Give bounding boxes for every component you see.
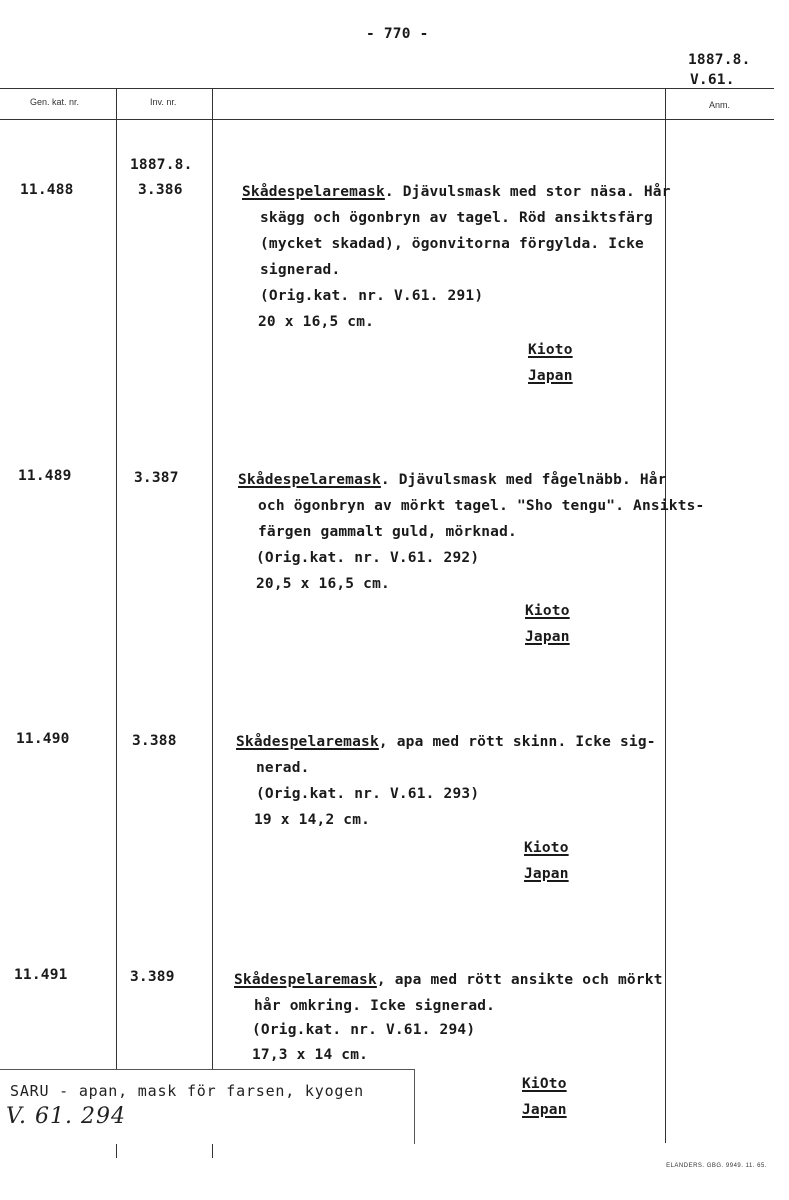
entry-description-line — [236, 734, 656, 750]
entry-description-line — [238, 472, 667, 488]
pasted-note-slip — [0, 1069, 415, 1144]
entry-place: Kioto — [524, 840, 569, 856]
entry-description-line — [234, 972, 663, 988]
entry-description-line: nerad. — [256, 760, 310, 776]
entry-title: Skådespelaremask — [234, 972, 377, 988]
entry-country: Japan — [524, 866, 569, 882]
inventory-group-label: 1887.8. — [130, 157, 193, 173]
catalog-ref-year: 1887.8. — [688, 52, 751, 68]
entry-gen-number: 11.489 — [18, 468, 72, 484]
entry-dimensions: 17,3 x 14 cm. — [252, 1047, 369, 1063]
entry-description-line: (mycket skadad), ögonvitorna förgylda. Icke — [260, 236, 644, 252]
entry-place: Kioto — [525, 603, 570, 619]
entry-place: Kioto — [528, 342, 573, 358]
entry-country: Japan — [528, 368, 573, 384]
column-rule-gen-inv — [116, 88, 117, 1158]
entry-description-rest: , apa med rött ansikte och mörkt — [376, 972, 663, 988]
entry-title: Skådespelaremask — [242, 184, 385, 200]
entry-inv-number: 3.386 — [138, 182, 183, 198]
column-rule-inv-desc — [212, 88, 213, 1158]
entry-gen-number: 11.488 — [20, 182, 74, 198]
entry-description-line: färgen gammalt guld, mörknad. — [258, 524, 517, 540]
entry-title: Skådespelaremask — [238, 472, 381, 488]
printer-imprint: ELANDERS. GBG. 9949. 11. 65. — [666, 1163, 767, 1169]
entry-country: Japan — [522, 1102, 567, 1118]
entry-description-line: och ögonbryn av mörkt tagel. "Sho tengu". Ansikts- — [258, 498, 705, 514]
entry-country: Japan — [525, 629, 570, 645]
note-typed-text: SARU - apan, mask för farsen, kyogen — [10, 1082, 364, 1100]
entry-place: KiOto — [522, 1076, 567, 1092]
entry-gen-number: 11.491 — [14, 967, 68, 983]
entry-dimensions: 20,5 x 16,5 cm. — [256, 576, 390, 592]
entry-description-line — [242, 184, 671, 200]
note-handwritten-ref: V. 61. 294 — [6, 1104, 126, 1129]
entry-description-rest: , apa med rött skinn. Icke sig- — [378, 734, 656, 750]
column-header-anm: Anm. — [709, 100, 731, 110]
entry-inv-number: 3.389 — [130, 969, 175, 985]
entry-description-line: skägg och ögonbryn av tagel. Röd ansiktsfärg — [260, 210, 653, 226]
entry-original-catalog-ref: (Orig.kat. nr. V.61. 292) — [256, 550, 480, 566]
entry-original-catalog-ref: (Orig.kat. nr. V.61. 294) — [252, 1022, 476, 1038]
column-header-gen-kat-nr: Gen. kat. nr. — [30, 97, 80, 107]
entry-inv-number: 3.388 — [132, 733, 177, 749]
entry-description-line: signerad. — [260, 262, 341, 278]
column-header-inv-nr: Inv. nr. — [150, 97, 177, 107]
column-rule-desc-anm — [665, 88, 666, 1143]
entry-original-catalog-ref: (Orig.kat. nr. V.61. 293) — [256, 786, 480, 802]
entry-dimensions: 20 x 16,5 cm. — [258, 314, 375, 330]
entry-description-line: hår omkring. Icke signerad. — [254, 998, 496, 1014]
page-number: - 770 - — [366, 26, 429, 42]
entry-description-rest: . Djävulsmask med stor näsa. Hår — [384, 184, 671, 200]
entry-title: Skådespelaremask — [236, 734, 379, 750]
entry-description-rest: . Djävulsmask med fågelnäbb. Hår — [380, 472, 667, 488]
entry-dimensions: 19 x 14,2 cm. — [254, 812, 371, 828]
catalog-ref-volume: V.61. — [690, 72, 735, 88]
entry-original-catalog-ref: (Orig.kat. nr. V.61. 291) — [260, 288, 484, 304]
entry-inv-number: 3.387 — [134, 470, 179, 486]
entry-gen-number: 11.490 — [16, 731, 70, 747]
